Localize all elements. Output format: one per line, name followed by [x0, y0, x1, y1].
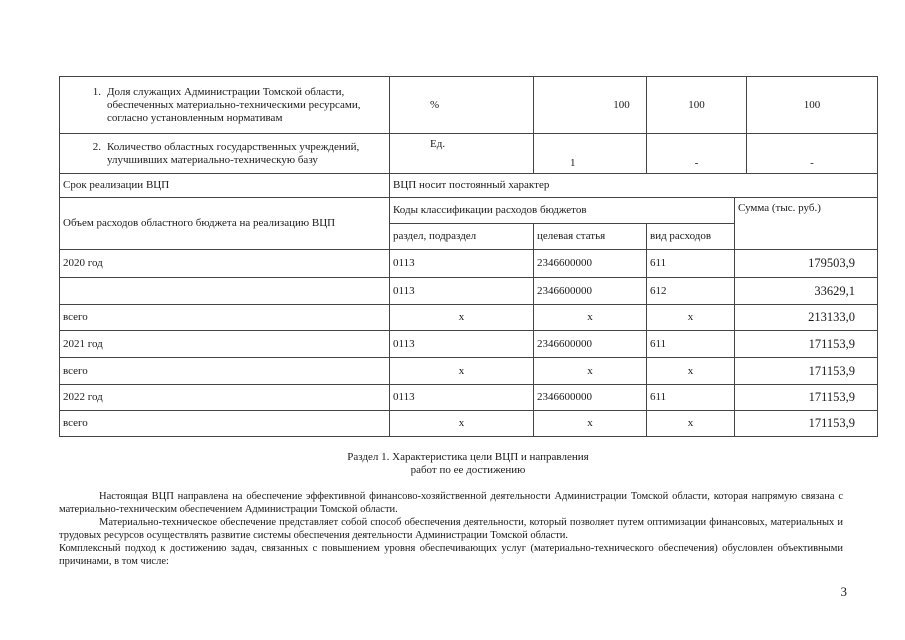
- row-section: х: [390, 305, 534, 331]
- indicator-value-2: -: [647, 134, 747, 174]
- indicator-text: Количество областных государственных учреждений, улучшивших материально-техническую базу: [107, 140, 360, 166]
- row-type: 611: [647, 331, 735, 358]
- row-section: х: [390, 411, 534, 437]
- paragraph: Настоящая ВЦП направлена на обеспечение эффективной финансово-хозяйственной деятельности Администрации Томской области, которая напрямую связана с материально-техническим обеспечением Администрации Томской области.: [59, 491, 843, 515]
- row-sum: 171153,9: [735, 331, 878, 358]
- row-type: х: [647, 305, 735, 331]
- section-heading-line-1: Раздел 1. Характеристика цели ВЦП и направления: [347, 451, 589, 463]
- paragraph: Материально-техническое обеспечение представляет собой способ обеспечения деятельности, который позволяет путем оптимизации финансовых, материальных и трудовых ресурсов осуществлять развитие системы обеспечения деятельности Администрации Томской области.: [59, 517, 843, 541]
- row-type: 612: [647, 278, 735, 305]
- indicator-number: 2.: [92, 140, 101, 153]
- indicator-name-cell: [60, 77, 390, 134]
- row-label: всего: [60, 358, 390, 385]
- row-type: 611: [647, 385, 735, 411]
- section-heading: [59, 451, 877, 477]
- row-label: [60, 278, 390, 305]
- indicator-value-1: 1: [534, 134, 647, 174]
- row-sum: 171153,9: [735, 411, 878, 437]
- row-label: 2020 год: [60, 250, 390, 278]
- indicator-unit: Ед.: [390, 134, 534, 174]
- indicator-row: [60, 134, 878, 174]
- row-section: 0113: [390, 331, 534, 358]
- row-target: 2346600000: [534, 331, 647, 358]
- budget-header-row: [60, 198, 878, 224]
- table-row: [60, 385, 878, 411]
- row-target: х: [534, 305, 647, 331]
- row-type: х: [647, 411, 735, 437]
- section-heading-line-2: работ по ее достижению: [410, 464, 526, 476]
- table-row: [60, 250, 878, 278]
- indicator-value-3: 100: [747, 77, 878, 134]
- indicator-value-1: 100: [534, 77, 647, 134]
- row-section: х: [390, 358, 534, 385]
- indicator-text: Доля служащих Администрации Томской области, обеспеченных материально-техническими ресурсами, согласно установленным нормативам: [107, 85, 361, 124]
- row-target: 2346600000: [534, 385, 647, 411]
- table-row: [60, 358, 878, 385]
- row-target: 2346600000: [534, 250, 647, 278]
- page-number: 3: [840, 584, 847, 599]
- row-sum: 33629,1: [735, 278, 878, 305]
- row-type: 611: [647, 250, 735, 278]
- row-sum: 213133,0: [735, 305, 878, 331]
- term-value: ВЦП носит постоянный характер: [390, 174, 878, 198]
- col-section-header: раздел, подраздел: [390, 224, 534, 250]
- row-section: 0113: [390, 250, 534, 278]
- indicator-name-cell: [60, 134, 390, 174]
- row-target: 2346600000: [534, 278, 647, 305]
- term-label: Срок реализации ВЦП: [60, 174, 390, 198]
- indicator-unit: %: [390, 77, 534, 134]
- table-row: [60, 331, 878, 358]
- budget-label: Объем расходов областного бюджета на реализацию ВЦП: [60, 198, 390, 250]
- row-label: всего: [60, 411, 390, 437]
- body-text: [59, 490, 843, 568]
- row-label: 2022 год: [60, 385, 390, 411]
- col-type-header: вид расходов: [647, 224, 735, 250]
- row-target: х: [534, 411, 647, 437]
- col-target-header: целевая статья: [534, 224, 647, 250]
- indicator-number: 1.: [92, 85, 101, 98]
- sum-header: Сумма (тыс. руб.): [735, 198, 878, 250]
- table-row: [60, 305, 878, 331]
- row-target: х: [534, 358, 647, 385]
- row-sum: 171153,9: [735, 358, 878, 385]
- row-section: 0113: [390, 278, 534, 305]
- indicator-value-3: -: [747, 134, 878, 174]
- term-row: [60, 174, 878, 198]
- row-sum: 179503,9: [735, 250, 878, 278]
- codes-header: Коды классификации расходов бюджетов: [390, 198, 735, 224]
- row-label: всего: [60, 305, 390, 331]
- program-table: [59, 76, 878, 437]
- row-sum: 171153,9: [735, 385, 878, 411]
- row-label: 2021 год: [60, 331, 390, 358]
- row-type: х: [647, 358, 735, 385]
- indicator-row: [60, 77, 878, 134]
- table-row: [60, 411, 878, 437]
- row-section: 0113: [390, 385, 534, 411]
- indicator-value-2: 100: [647, 77, 747, 134]
- table-row: [60, 278, 878, 305]
- paragraph: Комплексный подход к достижению задач, связанных с повышением уровня обеспечивающих услуг (материально-технического обеспечения) обусловлен объективными причинами, в том числе:: [59, 543, 843, 567]
